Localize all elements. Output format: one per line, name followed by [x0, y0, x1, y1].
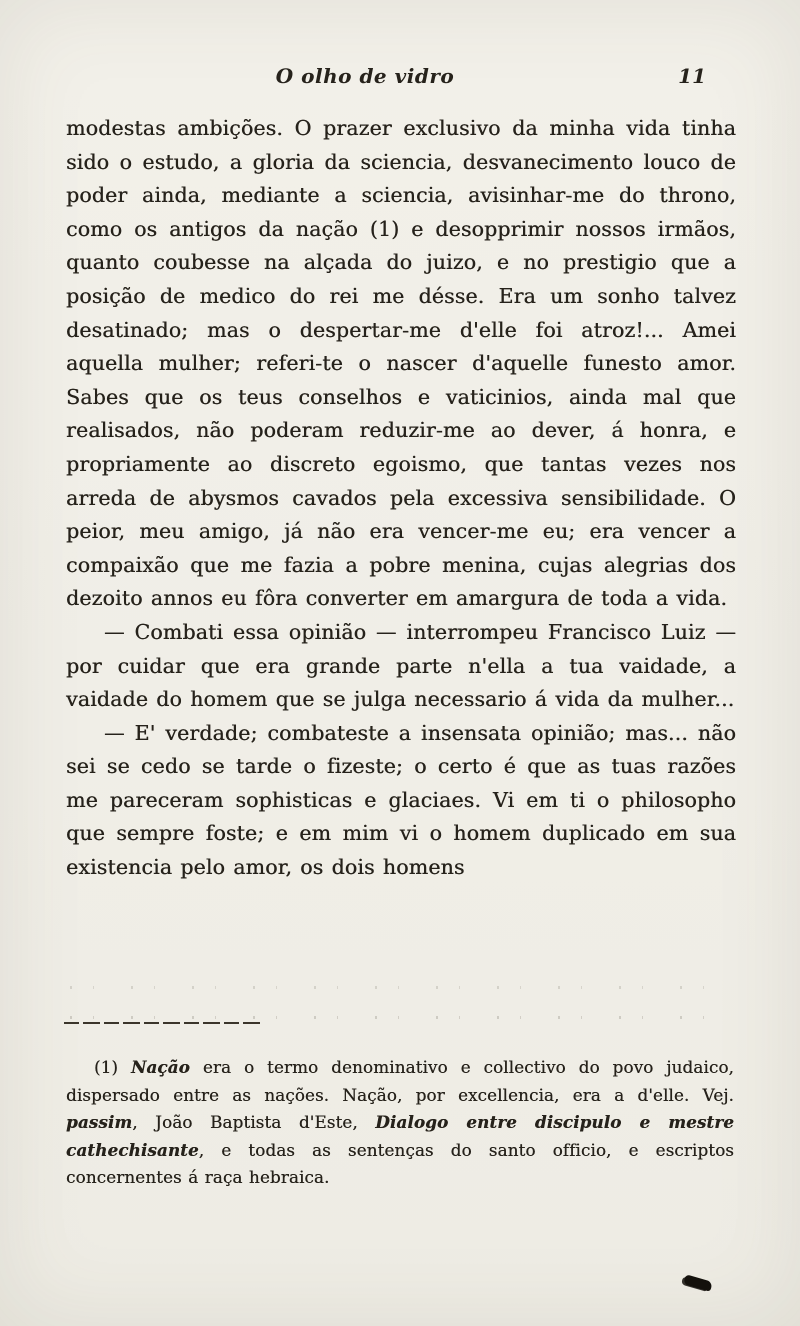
running-title: O olho de vidro — [275, 64, 455, 88]
paragraph: — E' verdade; combateste a insensata opinião; mas... não sei se cedo se tarde o fizeste; o certo é que as tuas razões me pareceram sophisticas e glaciaes. Vi em ti o philosopho que sempre foste; e em mim vi o homem duplicado em sua existencia pelo amor, os dois homens — [66, 720, 736, 880]
page-header — [66, 0, 734, 98]
scan-noise — [70, 1016, 730, 1019]
page-number: 11 — [678, 64, 706, 88]
scan-noise — [70, 986, 730, 989]
footnote-text-italic: passim — [66, 1112, 133, 1132]
paragraph: modestas ambições. O prazer exclusivo da minha vida tinha sido o estudo, a gloria da sciencia, desvanecimento louco de poder ainda, mediante a sciencia, avisinhar-me do throno, como os antigos da nação (1) e desopprimir nossos irmãos, quanto coubesse na alçada do juizo, e no prestigio que a posição de medico do rei me désse. Era um sonho talvez desatinado; mas o despertar-me d'elle foi atroz!... Amei aquella mulher; referi-te o nascer d'aquelle funesto amor. Sabes que os teus conselhos e vaticinios, ainda mal que realisados, não poderam reduzir-me ao dever, á honra, e propriamente ao discreto egoismo, que tantas vezes nos arreda de abysmos cavados pela excessiva sensibilidade. O peior, meu amigo, já não era vencer-me eu; era vencer a compaixão que me fazia a pobre menina, cujas alegrias dos dezoito annos eu fôra converter em amargura de toda a vida. — [66, 116, 736, 611]
footnote-text: , João Baptista d'Este, — [132, 1112, 376, 1132]
footnote-text-italic: Nação — [130, 1057, 190, 1077]
ink-smudge — [683, 1274, 713, 1291]
footnote-divider — [64, 1022, 260, 1024]
footnote-text: , e todas as sentenças do santo officio, e escriptos concernentes á raça hebraica. — [66, 1139, 734, 1187]
footnote-text-italic: Dialogo entre discipulo e mestre cathechisante — [66, 1112, 734, 1160]
footnote-text: era o termo denominativo e collectivo do povo judaico, dispersado entre as nações. Nação, por excellencia, era a d'elle. Vej. — [66, 1057, 734, 1105]
footnote — [66, 1054, 734, 1192]
paragraph: — Combati essa opinião — interrompeu Francisco Luiz — por cuidar que era grande parte n'ella a tua vaidade, a vaidade do homem que se julga necessario á vida da mulher... — [66, 619, 736, 712]
body-text — [66, 112, 736, 885]
footnote-text: (1) — [94, 1057, 131, 1077]
